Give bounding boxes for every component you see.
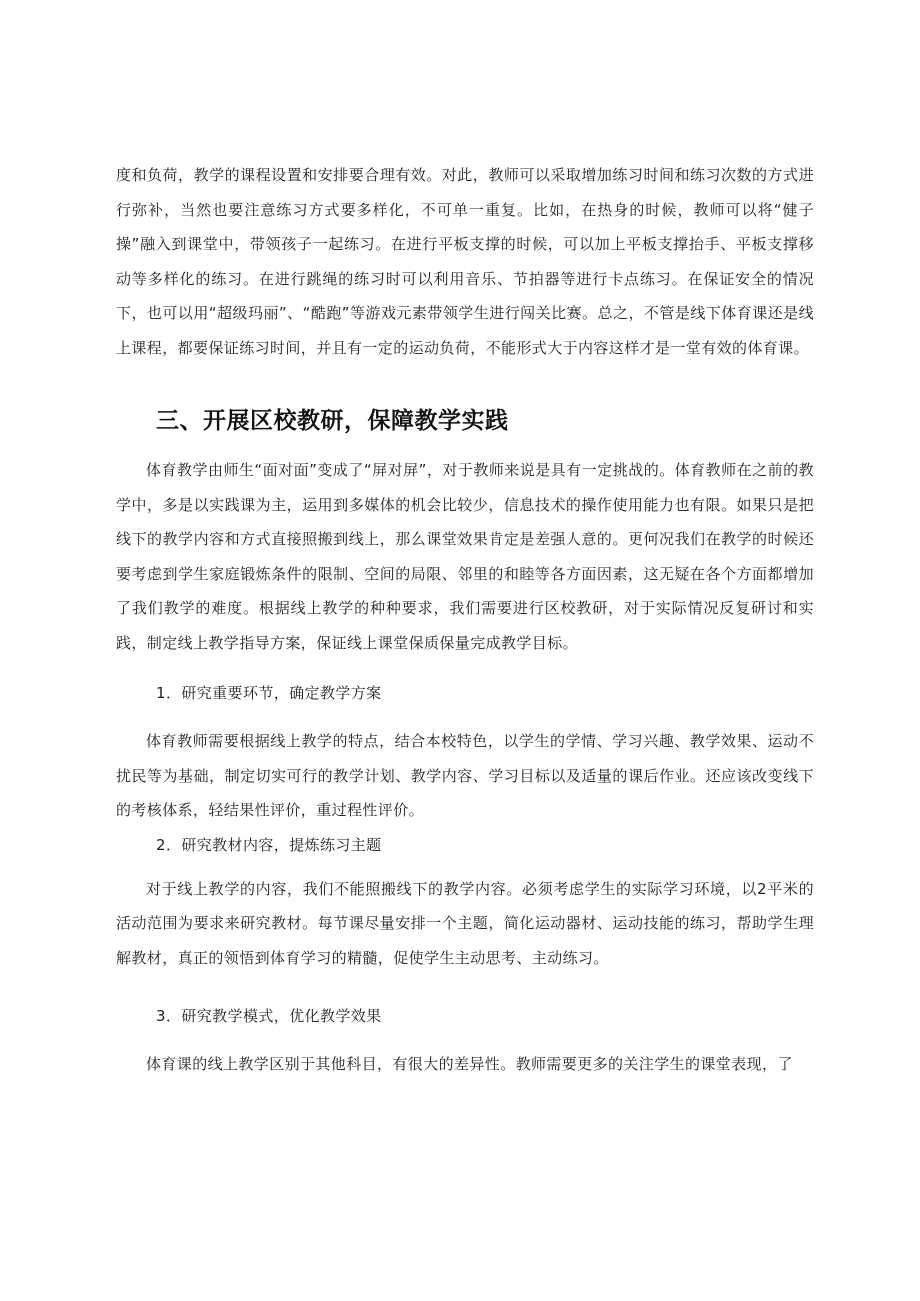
paragraph-continuation: 度和负荷，教学的课程设置和安排要合理有效。对此，教师可以采取增加练习时间和练习次数的方式进行弥补，当然也要注意练习方式要多样化，不可单一重复。比如，在热身的时候，教师可以将“健子操”融入到课堂中，带领孩子一起练习。在进行平板支撑的时候，可以加上平板支撑抬手、平板支撑移动等多样化的练习。在进行跳绳的练习时可以利用音乐、节拍器等进行卡点练习。在保证安全的情况下，也可以用“超级玛丽”、“酷跑”等游戏元素带领学生进行闯关比赛。总之，不管是线下体育课还是线上课程，都要保证练习时间，并且有一定的运动负荷，不能形式大于内容这样才是一堂有效的体育课。: [116, 166, 814, 357]
subheading-3: 3．研究教学模式，优化教学效果: [156, 1007, 382, 1025]
document-body: [116, 158, 814, 1082]
subheading-1: 1．研究重要环节，确定教学方案: [156, 684, 382, 702]
section-heading-3: 三、开展区校教研，保障教学实践: [156, 408, 509, 434]
subheading-2: 2．研究教材内容，提炼练习主题: [156, 835, 382, 854]
paragraph-subsection-2: 对于线上教学的内容，我们不能照搬线下的教学内容。必须考虑学生的实际学习环境，以2平米的活动范围为要求来研究教材。每节课尽量安排一个主题，简化运动器材、运动技能的练习，帮助学生理解教材，真正的领悟到体育学习的精髓，促使学生主动思考、主动练习。: [116, 879, 814, 967]
paragraph-subsection-1: 体育教师需要根据线上教学的特点，结合本校特色，以学生的学情、学习兴趣、教学效果、运动不扰民等为基础，制定切实可行的教学计划、教学内容、学习目标以及适量的课后作业。还应该改变线下的考核体系，轻结果性评价，重过程性评价。: [116, 732, 814, 819]
paragraph-section-intro: 体育教学由师生“面对面”变成了“屏对屏”，对于教师来说是具有一定挑战的。体育教师在之前的教学中，多是以实践课为主，运用到多媒体的机会比较少，信息技术的操作使用能力也有限。如果只是把线下的教学内容和方式直接照搬到线上，那么课堂效果肯定是差强人意的。更何况我们在教学的时候还要考虑到学生家庭锻炼条件的限制、空间的局限、邻里的和睦等各方面因素，这无疑在各个方面都增加了我们教学的难度。根据线上教学的种种要求，我们需要进行区校教研，对于实际情况反复研讨和实践，制定线上教学指导方案，保证线上课堂保质保量完成教学目标。: [116, 461, 814, 652]
paragraph-subsection-3: 体育课的线上教学区别于其他科目，有很大的差异性。教师需要更多的关注学生的课堂表现，了: [146, 1055, 793, 1073]
